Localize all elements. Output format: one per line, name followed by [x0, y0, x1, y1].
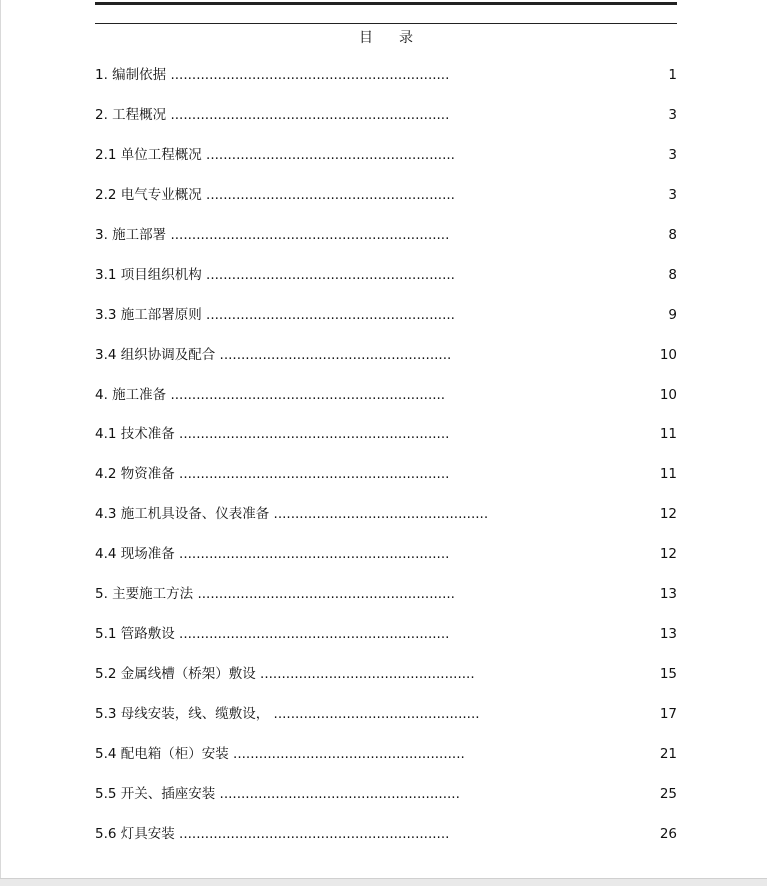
toc-entry-label: 4. 施工准备 ................................................................ [95, 386, 446, 403]
toc-entry-page: 10 [659, 386, 677, 403]
toc-entry-label: 5.1 管路敷设 ............................................................... [95, 626, 450, 643]
toc-entry-page: 13 [659, 626, 677, 643]
toc-entry-label: 3.4 组织协调及配合 ...................................................... [95, 346, 452, 363]
toc-entry[interactable] [95, 302, 677, 342]
toc-entry-label: 4.3 施工机具设备、仪表准备 .................................................. [95, 506, 489, 523]
toc-entry-label: 2.1 单位工程概况 .......................................................... [95, 146, 455, 163]
toc-entry-page: 21 [659, 745, 677, 762]
toc-entry[interactable] [95, 701, 677, 741]
toc-entry-page: 13 [659, 586, 677, 603]
toc-entry[interactable] [95, 821, 677, 861]
toc-entry-label: 3. 施工部署 ................................................................. [95, 226, 450, 243]
header-rule-thick [95, 2, 677, 5]
toc-entry-label: 2.2 电气专业概况 .......................................................... [95, 186, 455, 203]
toc-entry-page: 12 [659, 506, 677, 523]
toc-entry-label: 3.3 施工部署原则 .......................................................... [95, 306, 455, 323]
toc-entry[interactable] [95, 581, 677, 621]
toc-entry[interactable] [95, 421, 677, 461]
toc-entry-page: 12 [659, 546, 677, 563]
page-title: 目录 [359, 30, 439, 46]
toc-entry-label: 4.2 物资准备 ............................................................... [95, 466, 450, 483]
toc-entry[interactable] [95, 661, 677, 701]
toc-entry[interactable] [95, 541, 677, 581]
toc-entry-label: 2. 工程概况 ................................................................. [95, 106, 450, 123]
toc-entry-page: 15 [659, 666, 677, 683]
toc-entry-page: 10 [659, 346, 677, 363]
toc-entry-label: 5.3 母线安装，线、缆敷设， ................................................ [95, 706, 480, 722]
toc-entry-label: 1. 编制依据 ................................................................. [95, 67, 450, 83]
toc-list [95, 62, 677, 861]
toc-entry[interactable] [95, 262, 677, 302]
toc-entry-label: 5.2 金属线槽（桥架）敷设 .................................................. [95, 666, 475, 683]
toc-entry[interactable] [95, 222, 677, 262]
toc-entry-page: 8 [668, 226, 677, 243]
toc-entry-page: 3 [668, 186, 677, 203]
toc-entry[interactable] [95, 461, 677, 501]
toc-entry-page: 3 [668, 146, 677, 163]
toc-entry[interactable] [95, 382, 677, 422]
toc-entry[interactable] [95, 501, 677, 541]
toc-entry[interactable] [95, 182, 677, 222]
toc-entry-page: 3 [668, 106, 677, 123]
toc-entry[interactable] [95, 342, 677, 382]
toc-entry-page: 1 [668, 67, 677, 83]
toc-entry-label: 4.4 现场准备 ............................................................... [95, 546, 450, 563]
toc-entry-page: 17 [659, 706, 677, 722]
toc-entry-page: 11 [659, 426, 677, 443]
toc-entry[interactable] [95, 621, 677, 661]
toc-entry[interactable] [95, 142, 677, 182]
toc-entry-label: 4.1 技术准备 ............................................................... [95, 426, 450, 443]
toc-entry-page: 11 [659, 466, 677, 483]
toc-entry-label: 5.4 配电箱（柜）安装 ...................................................... [95, 745, 465, 762]
toc-entry-label: 5. 主要施工方法 ............................................................ [95, 586, 455, 603]
toc-entry[interactable] [95, 741, 677, 781]
toc-entry[interactable] [95, 781, 677, 821]
toc-entry-label: 5.6 灯具安装 ............................................................... [95, 825, 450, 842]
toc-entry-page: 25 [659, 785, 677, 802]
header-rule-thin [95, 23, 677, 24]
toc-entry-page: 26 [659, 825, 677, 842]
toc-entry-label: 5.5 开关、插座安装 ........................................................ [95, 785, 460, 802]
toc-entry[interactable] [95, 62, 677, 102]
toc-entry-label: 3.1 项目组织机构 .......................................................... [95, 266, 455, 283]
toc-entry-page: 8 [668, 266, 677, 283]
page-edge [0, 0, 1, 885]
toc-entry[interactable] [95, 102, 677, 142]
toc-entry-page: 9 [668, 306, 677, 323]
